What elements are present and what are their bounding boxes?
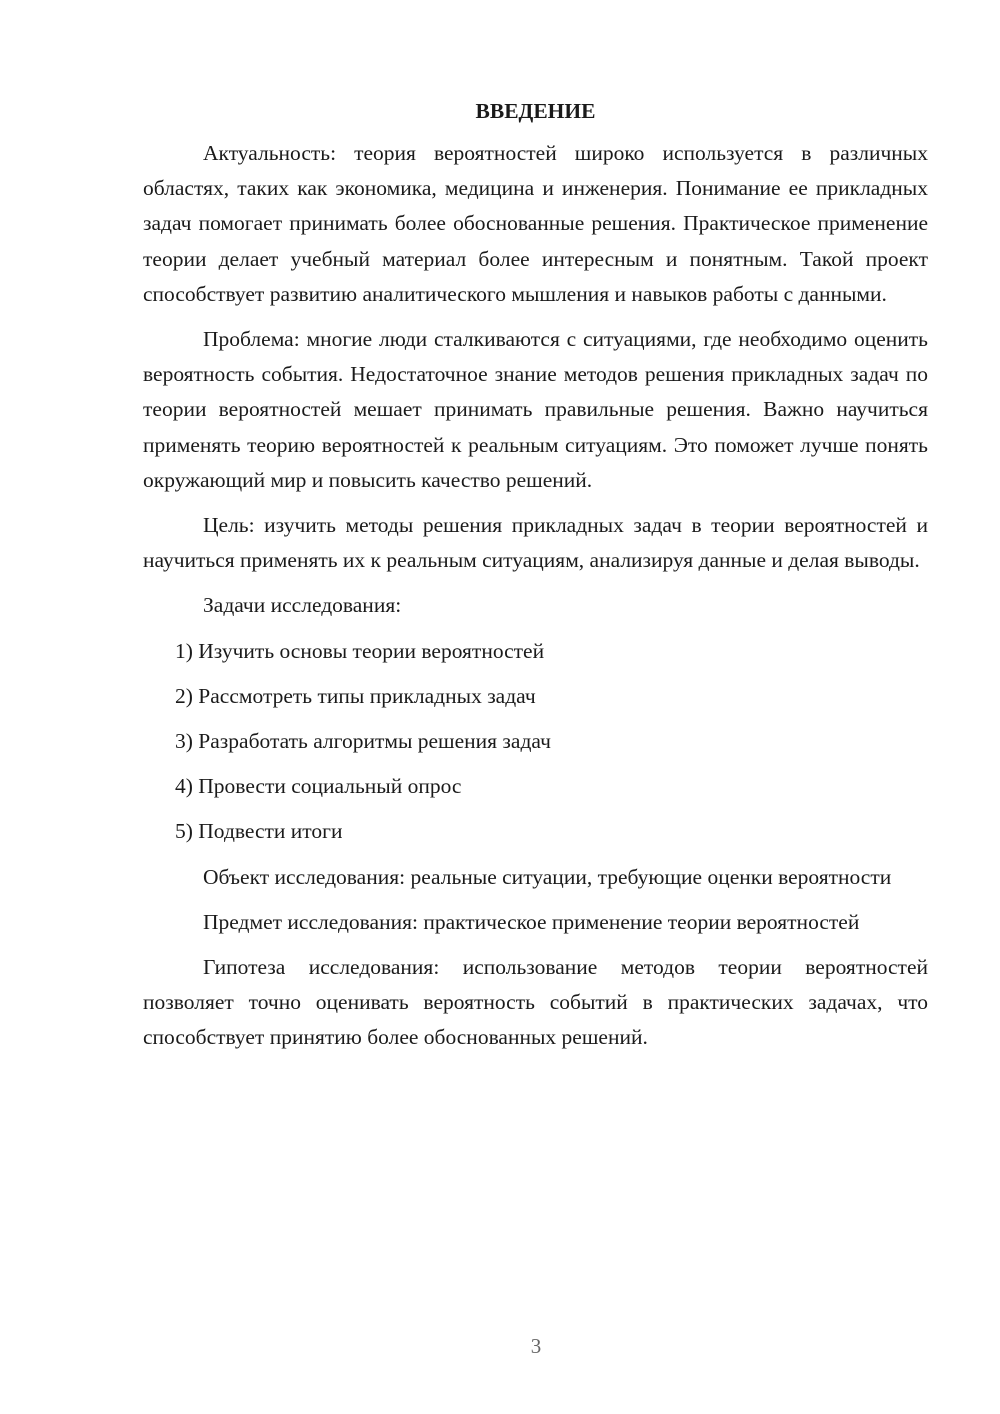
document-page: [143, 96, 928, 1066]
list-item: 5) Подвести итоги: [175, 819, 343, 844]
list-item: 4) Провести социальный опрос: [175, 774, 462, 799]
page-number: 3: [530, 1334, 542, 1358]
list-item: 3) Разработать алгоритмы решения задач: [175, 729, 551, 754]
subject-paragraph: Предмет исследования: практическое применение теории вероятностей: [203, 909, 860, 934]
tasks-list: [143, 634, 928, 850]
problem-paragraph: Проблема: многие люди сталкиваются с ситуациями, где необходимо оценить вероятность события. Недостаточное знание методов решения прикладных задач по теории вероятностей мешает принимать правильные решения. Важно научиться применять теорию вероятностей к реальным ситуациям. Это поможет лучше понять окружающий мир и повысить качество решений.: [143, 327, 928, 492]
tasks-label: Задачи исследования:: [203, 593, 402, 618]
hypothesis-paragraph: Гипотеза исследования: использование методов теории вероятностей позволяет точно оценивать вероятность событий в практических задачах, что способствует принятию более обоснованных решений.: [143, 955, 928, 1050]
object-paragraph: Объект исследования: реальные ситуации, требующие оценки вероятности: [203, 864, 892, 889]
list-item: 1) Изучить основы теории вероятностей: [175, 638, 545, 663]
list-item: 2) Рассмотреть типы прикладных задач: [175, 683, 536, 708]
section-title: ВВЕДЕНИЕ: [475, 99, 596, 123]
relevance-paragraph: Актуальность: теория вероятностей широко используется в различных областях, таких как экономика, медицина и инженерия. Понимание ее прикладных задач помогает принимать более обоснованные решения. Практическое применение теории делает учебный материал более интересным и понятным. Такой проект способствует развитию аналитического мышления и навыков работы с данными.: [143, 141, 928, 306]
goal-paragraph: Цель: изучить методы решения прикладных задач в теории вероятностей и научиться применять их к реальным ситуациям, анализируя данные и делая выводы.: [143, 513, 928, 573]
